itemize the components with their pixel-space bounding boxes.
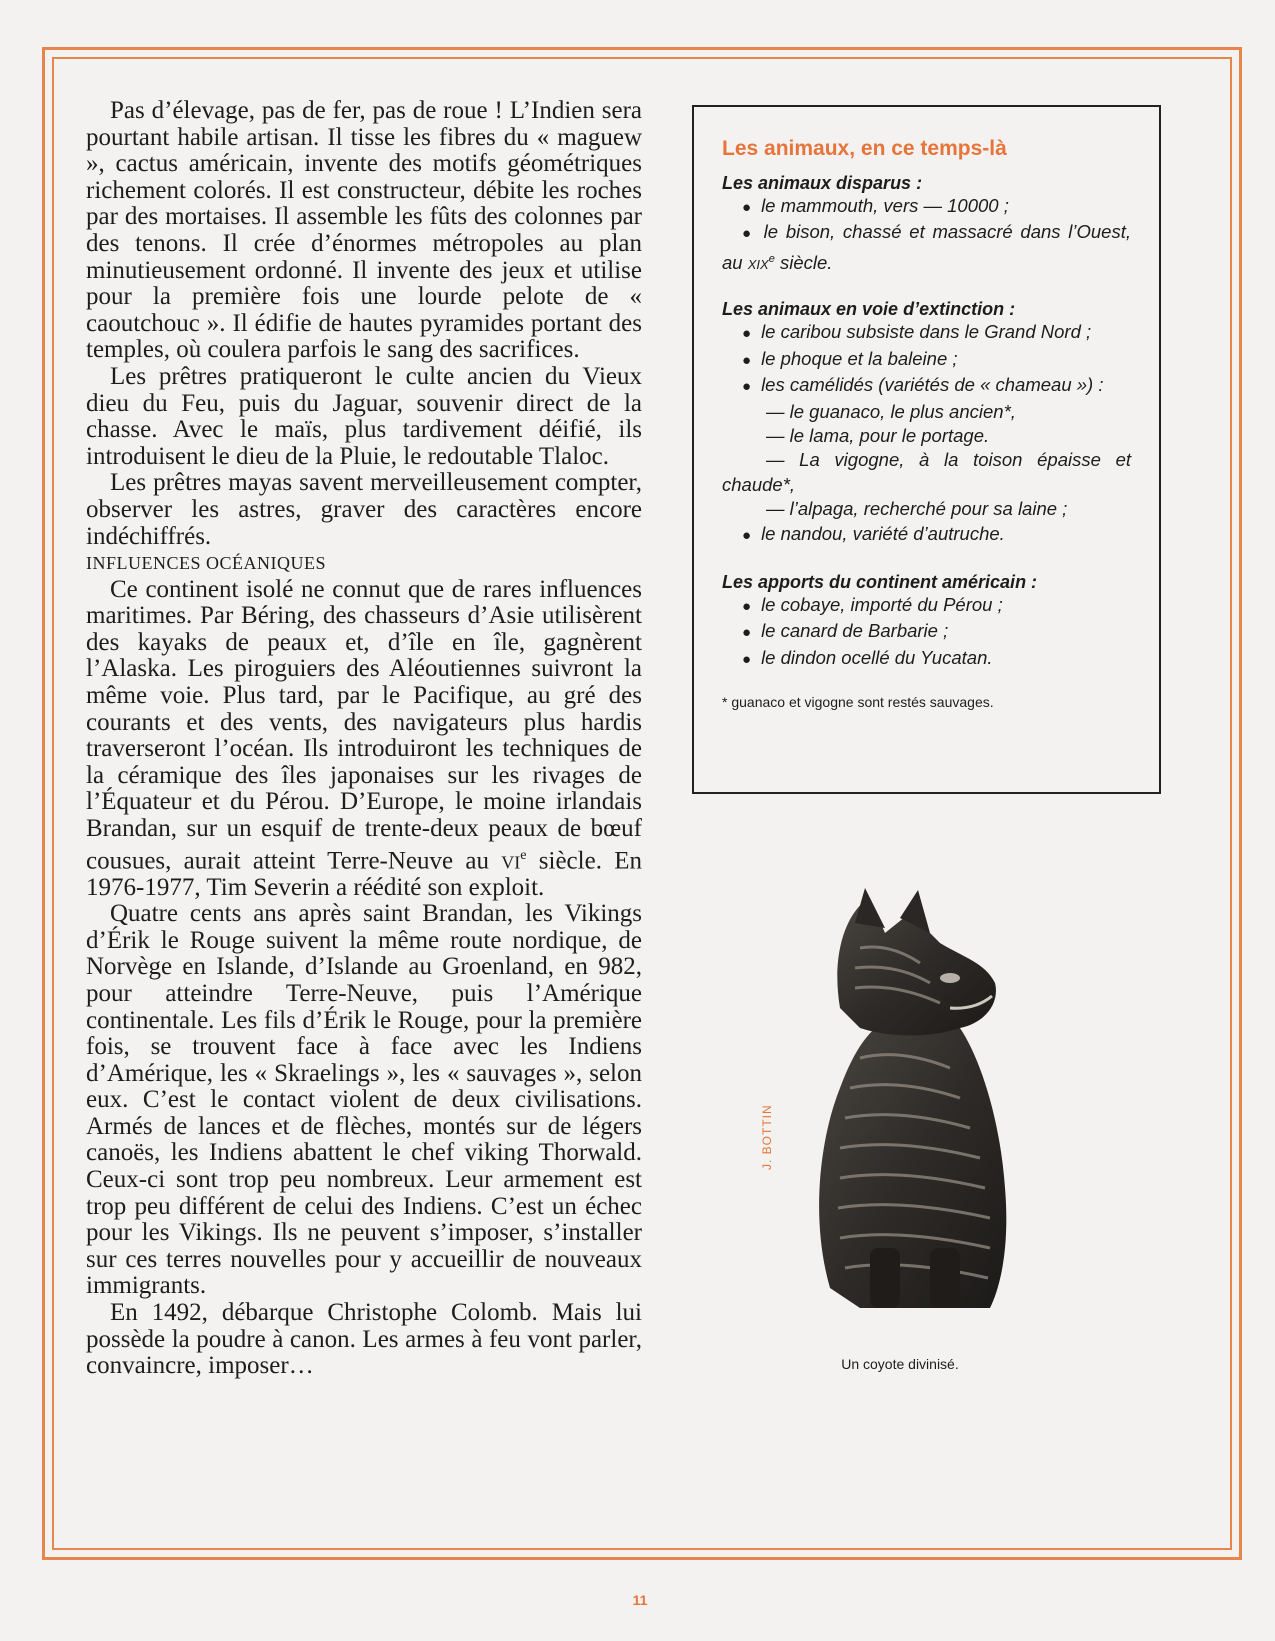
paragraph-6: En 1492, débarque Christophe Colomb. Mais lui possède la poudre à canon. Les armes à feu vont parler, convaincre, imposer… — [86, 1299, 642, 1380]
list-subitem: — l’alpaga, recherché pour sa laine ; — [766, 498, 1068, 520]
bullet-icon: ● — [742, 325, 752, 343]
figure-caption: Un coyote divinisé. — [841, 1356, 959, 1372]
paragraph-3: Les prêtres mayas savent merveilleusement compter, observer les astres, graver des caractères encore indéchiffrés. — [86, 469, 642, 550]
box-subtitle-contributions: Les apports du continent américain : — [722, 572, 1038, 593]
box-subtitle-extinct: Les animaux disparus : — [722, 173, 923, 193]
coyote-sculpture-image — [800, 888, 1040, 1328]
bullet-icon: ● — [742, 624, 752, 642]
list-item: ● les camélidés (variétés de « chameau ») : — [742, 374, 1104, 396]
coyote-sculpture-icon — [800, 888, 1040, 1328]
bullet-icon: ● — [742, 650, 752, 668]
bullet-icon: ● — [742, 351, 752, 369]
list-item: ● le phoque et la baleine ; — [742, 347, 958, 369]
bullet-icon: ● — [742, 378, 752, 396]
photo-credit: J. BOTTIN — [760, 1104, 774, 1170]
page-number: 11 — [632, 1592, 648, 1608]
box-subtitle-endangered: Les animaux en voie d’extinction : — [722, 299, 1016, 320]
paragraph-5: Quatre cents ans après saint Brandan, les Vikings d’Érik le Rouge suivent la même route nordique, de Norvège en Islande, d’Islande au Groenland, en 982, pour atteindre Terre-Neuve, puis l’Amérique continentale. Les fils d’Érik le Rouge, pour la première fois, se trouvent face à face avec les Indiens d’Amérique, les « Skraelings », les « sauvages », selon eux. C’est le contact violent de deux civilisations. Armés de lances et de flèches, montés sur de légers canoës, les Indiens abattent le chef viking Thorwald. Ceux-ci sont trop peu nombreux. Leur armement est trop peu différent de celui des Indiens. C’est un échec pour les Vikings. Ils ne peuvent s’imposer, s’installer sur ces terres nouvelles pour y accueillir de nouveaux immigrants. — [86, 900, 642, 1300]
box-title: Les animaux, en ce temps-là — [722, 137, 1007, 160]
list-item: ● le mammouth, vers — 10000 ; — [742, 195, 1009, 216]
sidebar-box — [692, 105, 1161, 794]
list-item: ● le cobaye, importé du Pérou ; — [742, 594, 1003, 616]
list-item: ● le caribou subsiste dans le Grand Nord ; — [742, 321, 1092, 343]
list-item: ● le canard de Barbarie ; — [742, 620, 949, 642]
list-subitem: — le lama, pour le portage. — [766, 425, 990, 446]
box-footnote: * guanaco et vigogne sont restés sauvages. — [722, 694, 994, 711]
paragraph-1: Pas d’élevage, pas de fer, pas de roue ! L’Indien sera pourtant habile artisan. Il tisse les fibres du « maguew », cactus américain, invente des motifs géométriques richement colorés. Il est constructeur, débite les roches par des mortaises. Il assemble les fûts des colonnes par des tenons. Il crée d’énormes métropoles au plan minutieusement ordonné. Il invente des jeux et utilise pour la première fois une lourde pelote de « caoutchouc ». Il édifie de hautes pyramides portant des temples, où coulera parfois le sang des sacrifices. — [86, 97, 642, 364]
list-subitem: — le guanaco, le plus ancien*, — [766, 400, 1016, 422]
bullet-icon: ● — [742, 526, 752, 544]
bullet-icon: ● — [742, 199, 752, 216]
paragraph-2: Les prêtres pratiqueront le culte ancien du Vieux dieu du Feu, puis du Jaguar, souvenir direct de la chasse. Avec le maïs, plus tardivement déifié, ils introduisent le dieu de la Pluie, le redoutable Tlaloc. — [86, 362, 642, 470]
bullet-icon: ● — [742, 225, 754, 243]
list-subitem: — La vigogne, à la toison épaisse et chaude*, — [722, 449, 1131, 495]
bullet-icon: ● — [742, 598, 752, 616]
paragraph-4: Ce continent isolé ne connut que de rares influences maritimes. Par Béring, des chasseurs d’Asie utilisèrent des kayaks de peaux et, d’île en île, gagnèrent l’Alaska. Les piroguiers des Aléoutiennes suivront la même voie. Plus tard, par le Pacifique, au gré des courants et des vents, des navigateurs plus hardis traverseront l’océan. Ils introduiront les techniques de la céramique des îles japonaises sur les rivages de l’Équateur et du Pérou. D’Europe, le moine irlandais Brandan, sur un esquif de trente-deux peaux de bœuf cousues, aurait atteint Terre-Neuve au $vi^e$ siècle. En 1976-1977, Tim Severin a réédité son exploit. — [86, 575, 642, 901]
main-text-column — [86, 98, 642, 1380]
list-item: ● le bison, chassé et massacré dans l’Ouest, au xix$^e$ siècle. — [722, 221, 1131, 273]
list-item: ● le nandou, variété d’autruche. — [742, 522, 1005, 544]
section-heading: INFLUENCES OCÉANIQUES — [86, 553, 326, 574]
list-item: ● le dindon ocellé du Yucatan. — [742, 646, 993, 668]
